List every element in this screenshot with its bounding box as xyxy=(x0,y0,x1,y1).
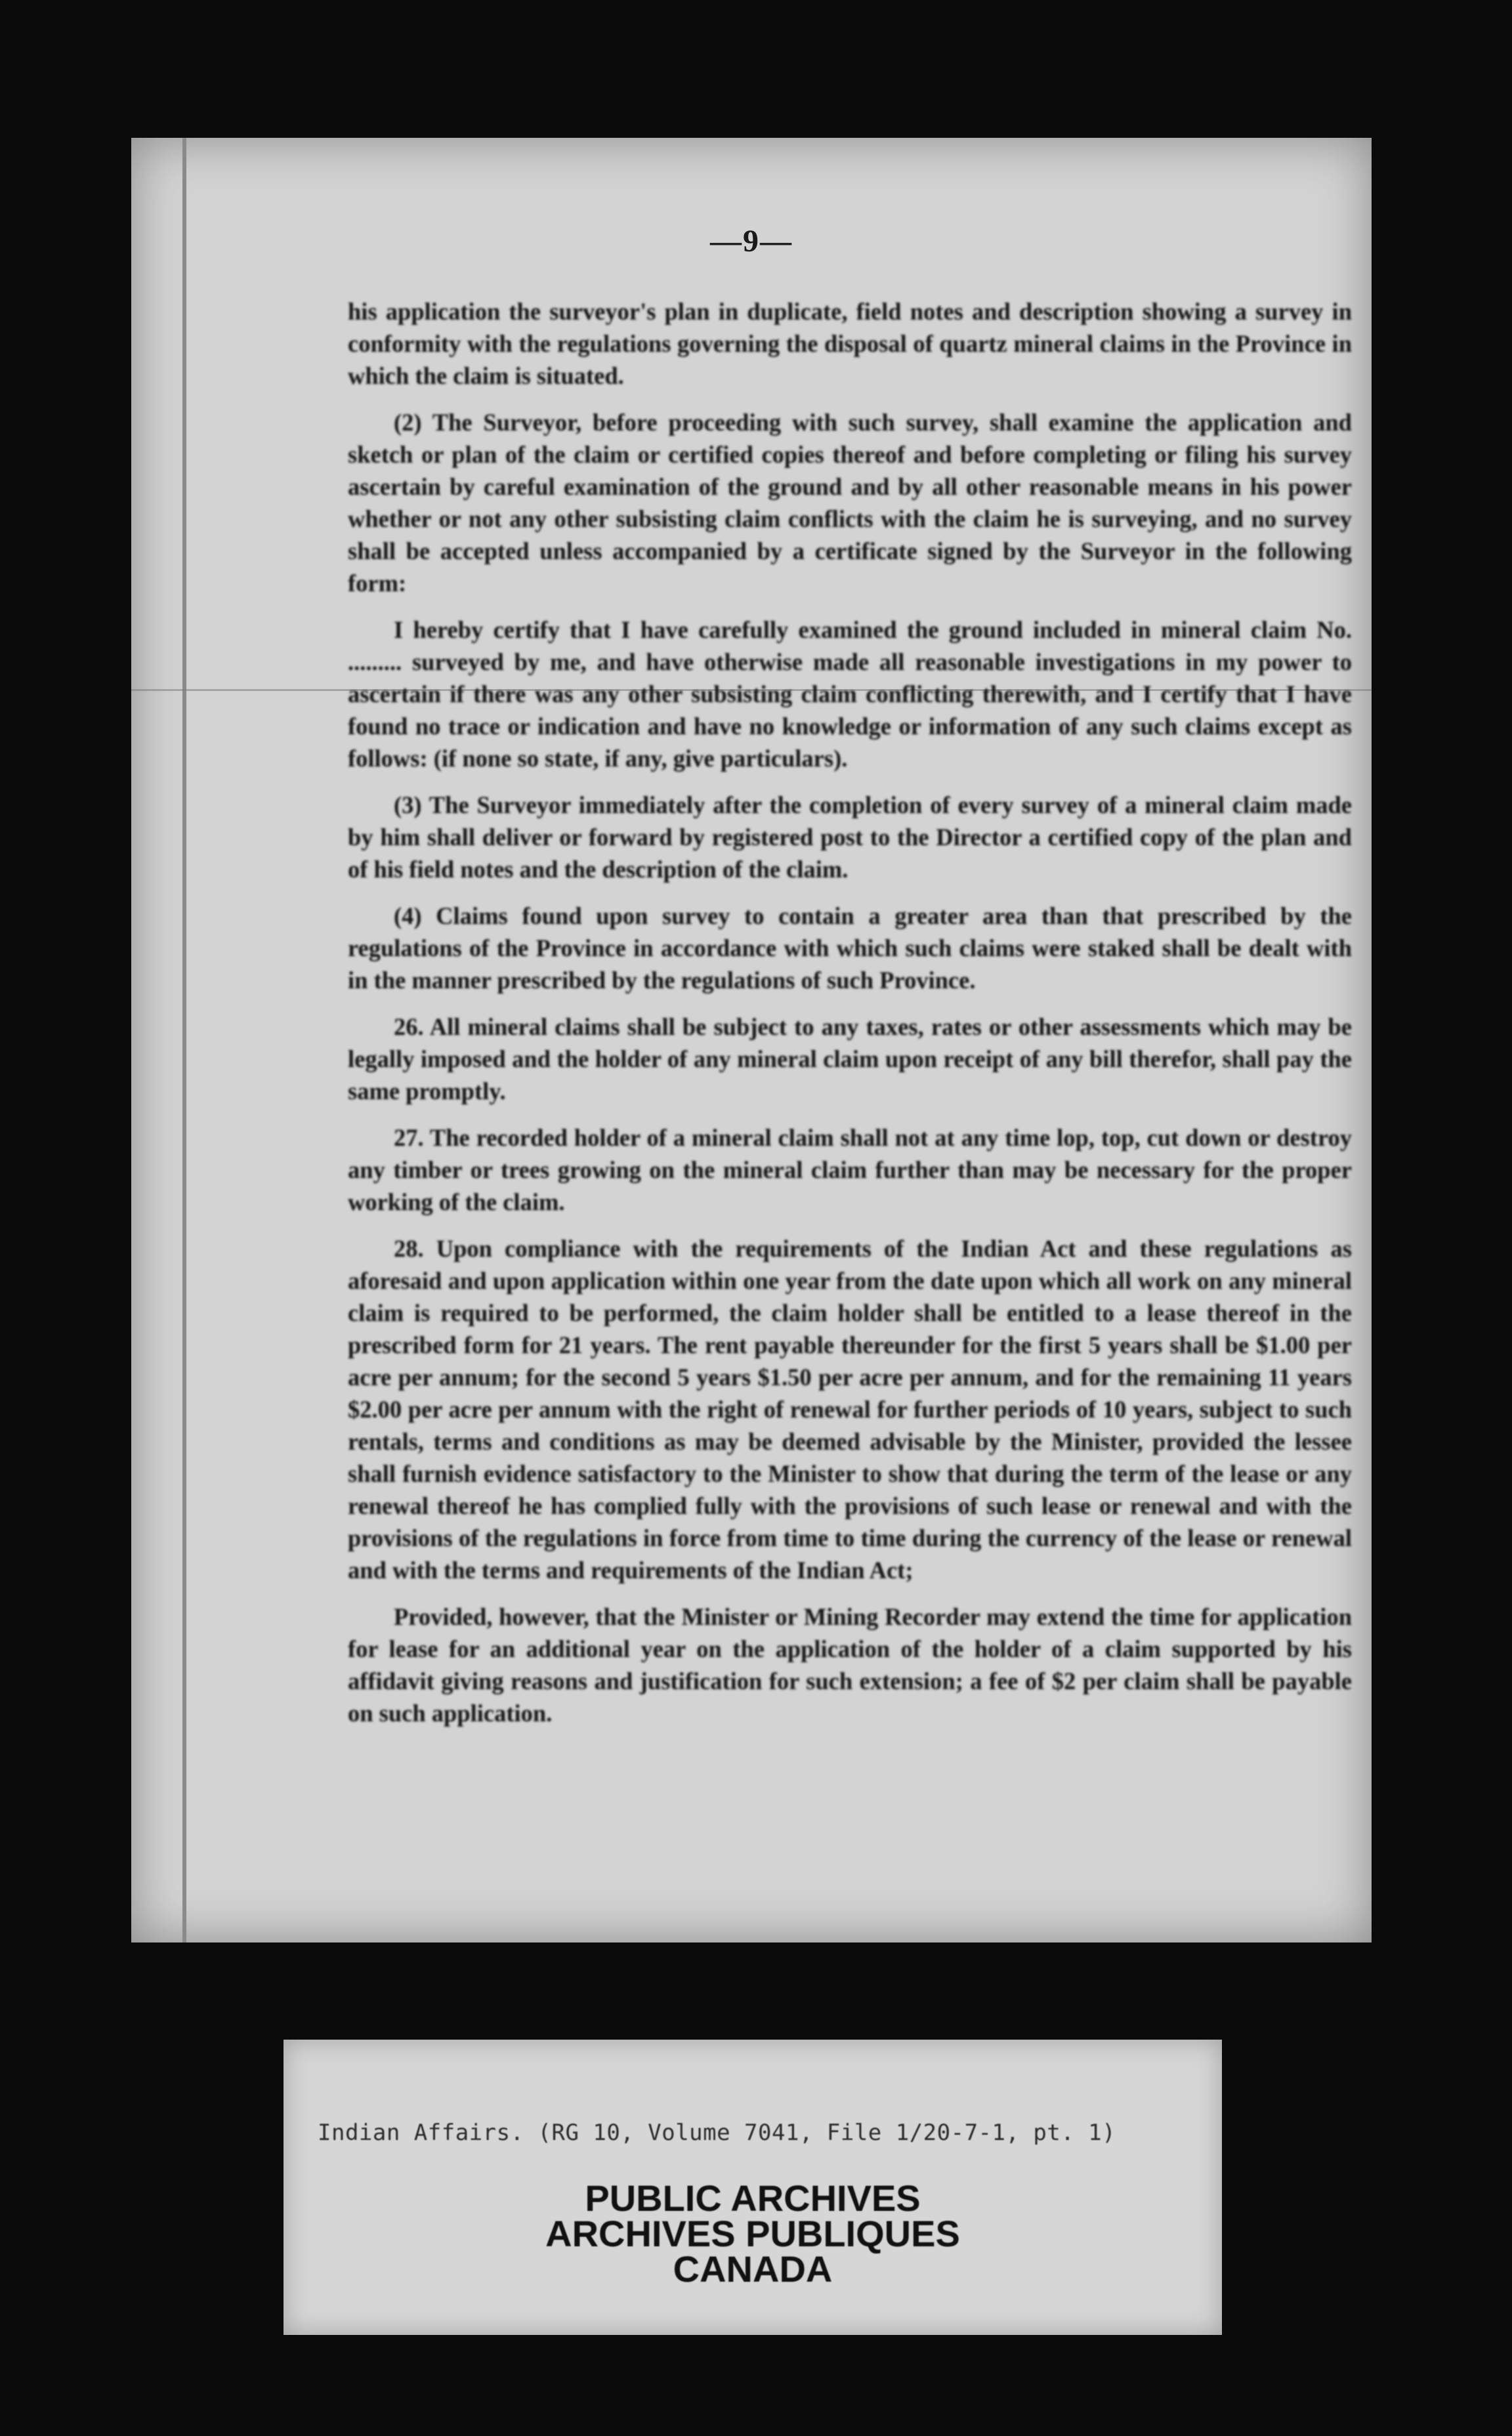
paragraph-surveyor-delivery: (3) The Surveyor immediately after the completion of every survey of a mineral claim made by him shall deliver or forward by registered post to the Director a certified copy of the plan and of his field notes and the description of the claim. xyxy=(348,791,1352,883)
document-body xyxy=(348,295,1352,1744)
archive-label-card xyxy=(284,2040,1222,2335)
stamp-line-3: CANADA xyxy=(673,2248,833,2290)
section-26: 26. All mineral claims shall be subject to any taxes, rates or other assessments which may be legally imposed and the holder of any mineral claim upon receipt of any bill therefor, shall pay the same promptly. xyxy=(348,1013,1352,1104)
paragraph-certificate-form: I hereby certify that I have carefully examined the ground included in mineral claim No. ......... surveyed by me, and have otherwise made all reasonable investigations in my power to ascertain if there was any other subsisting claim conflicting therewith, and I certify that I have found no trace or indication and have no knowledge or information of any such claims except as follows: (if none so state, if any, give particulars). xyxy=(348,616,1352,772)
paragraph-excess-area: (4) Claims found upon survey to contain a greater area than that prescribed by the regulations of the Province in accordance with which such claims were staked shall be dealt with in the manner prescribed by the regulations of such Province. xyxy=(348,902,1352,994)
paragraph-surveyor-examination: (2) The Surveyor, before proceeding with such survey, shall examine the application and sketch or plan of the claim or certified copies thereof and before completing or filing his survey ascertain by careful examination of the ground and by all other reasonable means in his power whether or not any other subsisting claim conflicts with the claim he is surveying, and no survey shall be accepted unless accompanied by a certificate signed by the Surveyor in the following form: xyxy=(348,409,1352,597)
stamp-line-2: ARCHIVES PUBLIQUES xyxy=(545,2213,960,2254)
archives-stamp xyxy=(284,2177,1222,2290)
section-28: 28. Upon compliance with the requirements of the Indian Act and these regulations as aforesaid and upon application within one year from the date upon which all work on any mineral claim is required to be performed, the claim holder shall be entitled to a lease thereof in the prescribed form for 21 years. The rent payable thereunder for the first 5 years shall be $1.00 per acre per annum; for the second 5 years $1.50 per acre per annum, and for the remaining 11 years $2.00 per acre per annum with the right of renewal for further periods of 10 years, subject to such rentals, terms and conditions as may be deemed advisable by the Minister, provided the lessee shall furnish evidence satisfactory to the Minister to show that during the term of the lease or any renewal thereof he has complied fully with the provisions of such lease or renewal and with the provisions of the regulations in force from time to time during the currency of the lease or renewal and with the terms and requirements of the Indian Act; xyxy=(348,1235,1352,1584)
section-27: 27. The recorded holder of a mineral claim shall not at any time lop, top, cut down or destroy any timber or trees growing on the mineral claim further than may be necessary for the proper working of the claim. xyxy=(348,1124,1352,1215)
stamp-line-1: PUBLIC ARCHIVES xyxy=(585,2177,921,2219)
paragraph-continuation: his application the surveyor's plan in duplicate, field notes and description showing a survey in conformity with the regulations governing the disposal of quartz mineral claims in the Province in which the claim is situated. xyxy=(348,298,1352,389)
archive-reference: Indian Affairs. (RG 10, Volume 7041, File 1/20-7-1, pt. 1) xyxy=(318,2120,1116,2146)
page-number: —9— xyxy=(710,224,793,259)
scanned-document-page xyxy=(131,138,1372,1942)
page-edge-shadow xyxy=(182,138,186,1942)
paragraph-proviso: Provided, however, that the Minister or Mining Recorder may extend the time for application for lease for an additional year on the application of the holder of a claim supported by his affidavit giving reasons and justification for such extension; a fee of $2 per claim shall be payable on such application. xyxy=(348,1603,1352,1727)
